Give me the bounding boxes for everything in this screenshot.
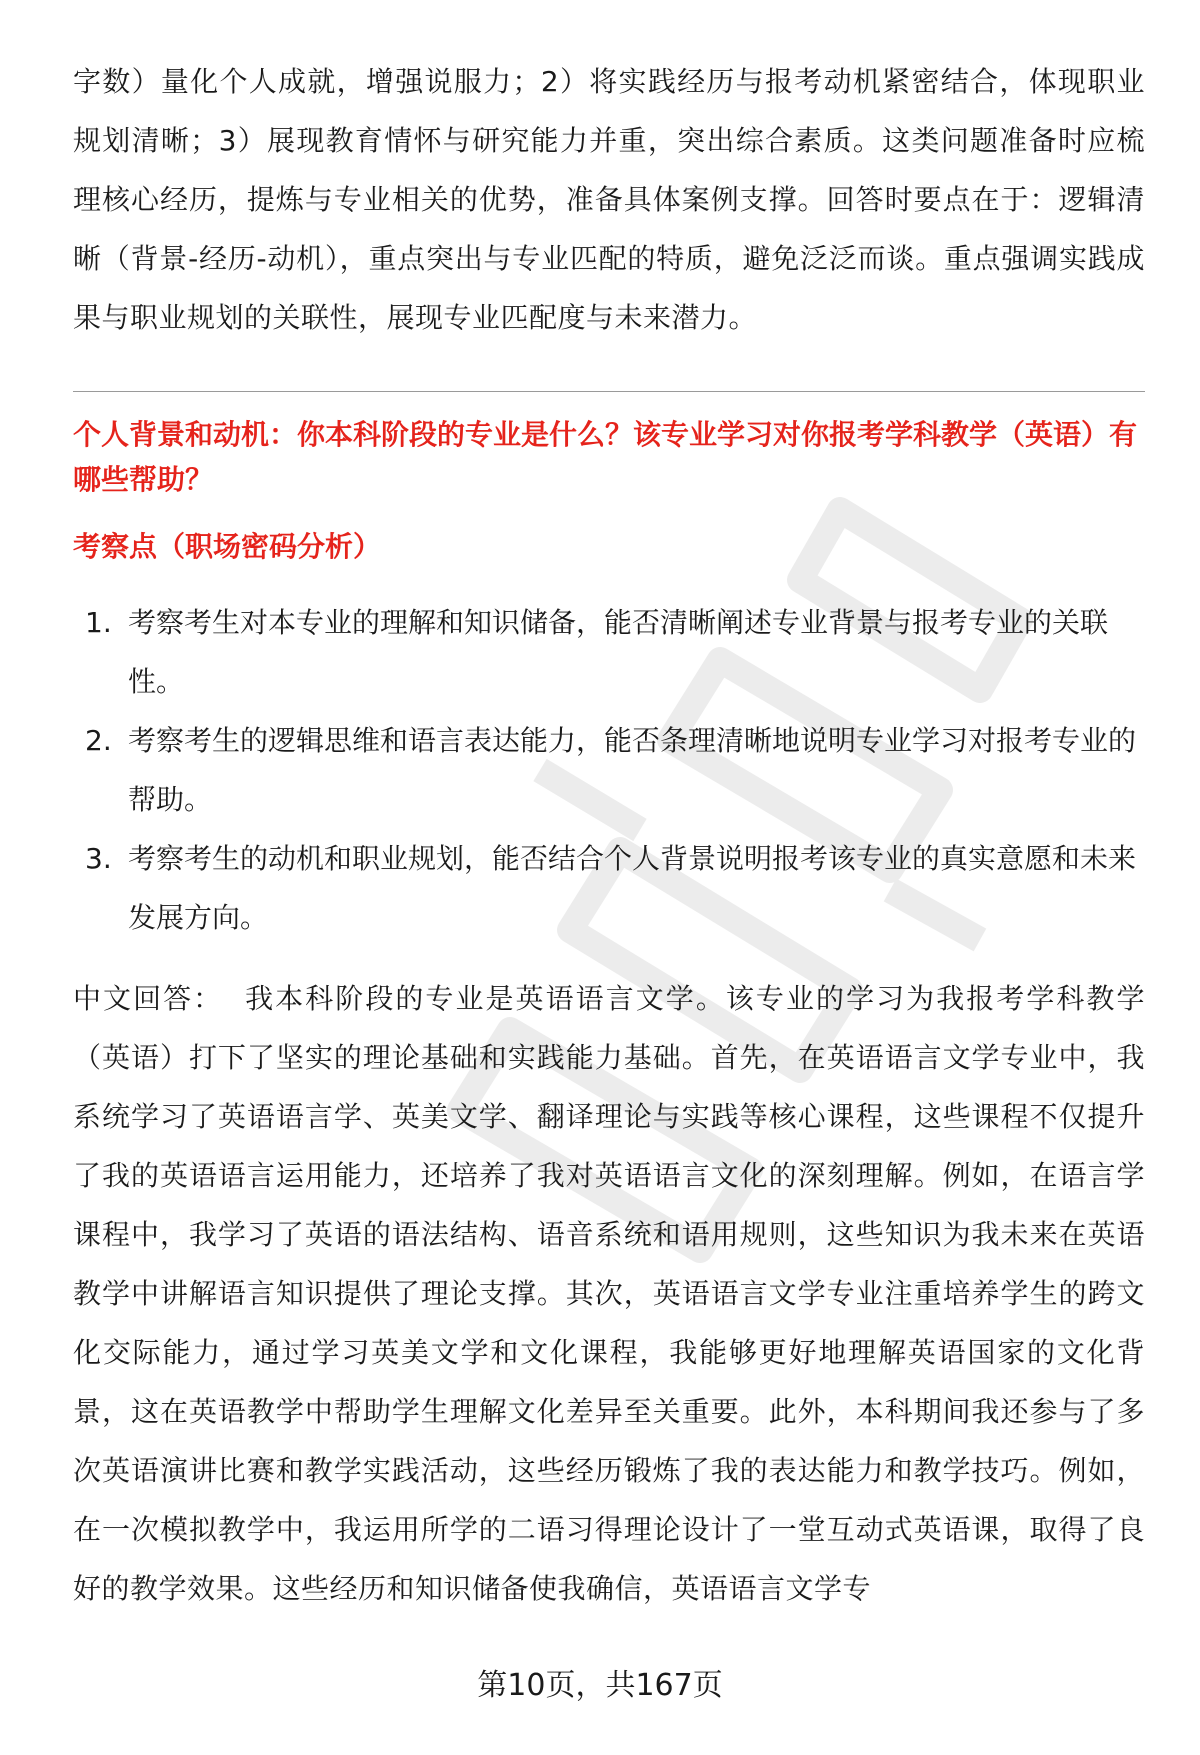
list-item-number: 1. xyxy=(85,606,112,639)
section-divider xyxy=(73,391,1145,392)
page-number-footer: 第10页，共167页 xyxy=(477,1668,723,1703)
list-item-number: 2. xyxy=(85,724,112,757)
assessment-list xyxy=(73,593,1145,947)
answer-paragraph xyxy=(73,969,1145,1618)
intro-paragraph: 字数）量化个人成就，增强说服力；2）将实践经历与报考动机紧密结合，体现职业规划清晰；3）展现教育情怀与研究能力并重，突出综合素质。这类问题准备时应梳理核心经历，提炼与专业相关的优势，准备具体案例支撑。回答时要点在于：逻辑清晰（背景-经历-动机），重点突出与专业匹配的特质，避免泛泛而谈。重点强调实践成果与职业规划的关联性，展现专业匹配度与未来潜力。 xyxy=(73,65,1145,334)
list-item-text: 考察考生对本专业的理解和知识储备，能否清晰阐述专业背景与报考专业的关联性。 xyxy=(128,606,1109,698)
answer-label: 中文回答： xyxy=(73,982,224,1015)
list-item xyxy=(73,593,1145,711)
list-item-text: 考察考生的逻辑思维和语言表达能力，能否条理清晰地说明专业学习对报考专业的帮助。 xyxy=(128,724,1137,816)
question-heading: 个人背景和动机：你本科阶段的专业是什么？该专业学习对你报考学科教学（英语）有哪些帮助？ xyxy=(73,418,1138,496)
document-page xyxy=(73,52,1145,1618)
list-item-text: 考察考生的动机和职业规划，能否结合个人背景说明报考该专业的真实意愿和未来发展方向。 xyxy=(128,842,1137,934)
answer-text: 我本科阶段的专业是英语语言文学。该专业的学习为我报考学科教学（英语）打下了坚实的理论基础和实践能力基础。首先，在英语语言文学专业中，我系统学习了英语语言学、英美文学、翻译理论与实践等核心课程，这些课程不仅提升了我的英语语言运用能力，还培养了我对英语语言文化的深刻理解。例如，在语言学课程中，我学习了英语的语法结构、语音系统和语用规则，这些知识为我未来在英语教学中讲解语言知识提供了理论支撑。其次，英语语言文学专业注重培养学生的跨文化交际能力，通过学习英美文学和文化课程，我能够更好地理解英语国家的文化背景，这在英语教学中帮助学生理解文化差异至关重要。此外，本科期间我还参与了多次英语演讲比赛和教学实践活动，这些经历锻炼了我的表达能力和教学技巧。例如，在一次模拟教学中，我运用所学的二语习得理论设计了一堂互动式英语课，取得了良好的教学效果。这些经历和知识储备使我确信，英语语言文学专 xyxy=(73,982,1145,1605)
list-item xyxy=(73,829,1145,947)
list-item-number: 3. xyxy=(85,842,112,875)
list-item xyxy=(73,711,1145,829)
assessment-heading: 考察点（职场密码分析） xyxy=(73,530,382,563)
